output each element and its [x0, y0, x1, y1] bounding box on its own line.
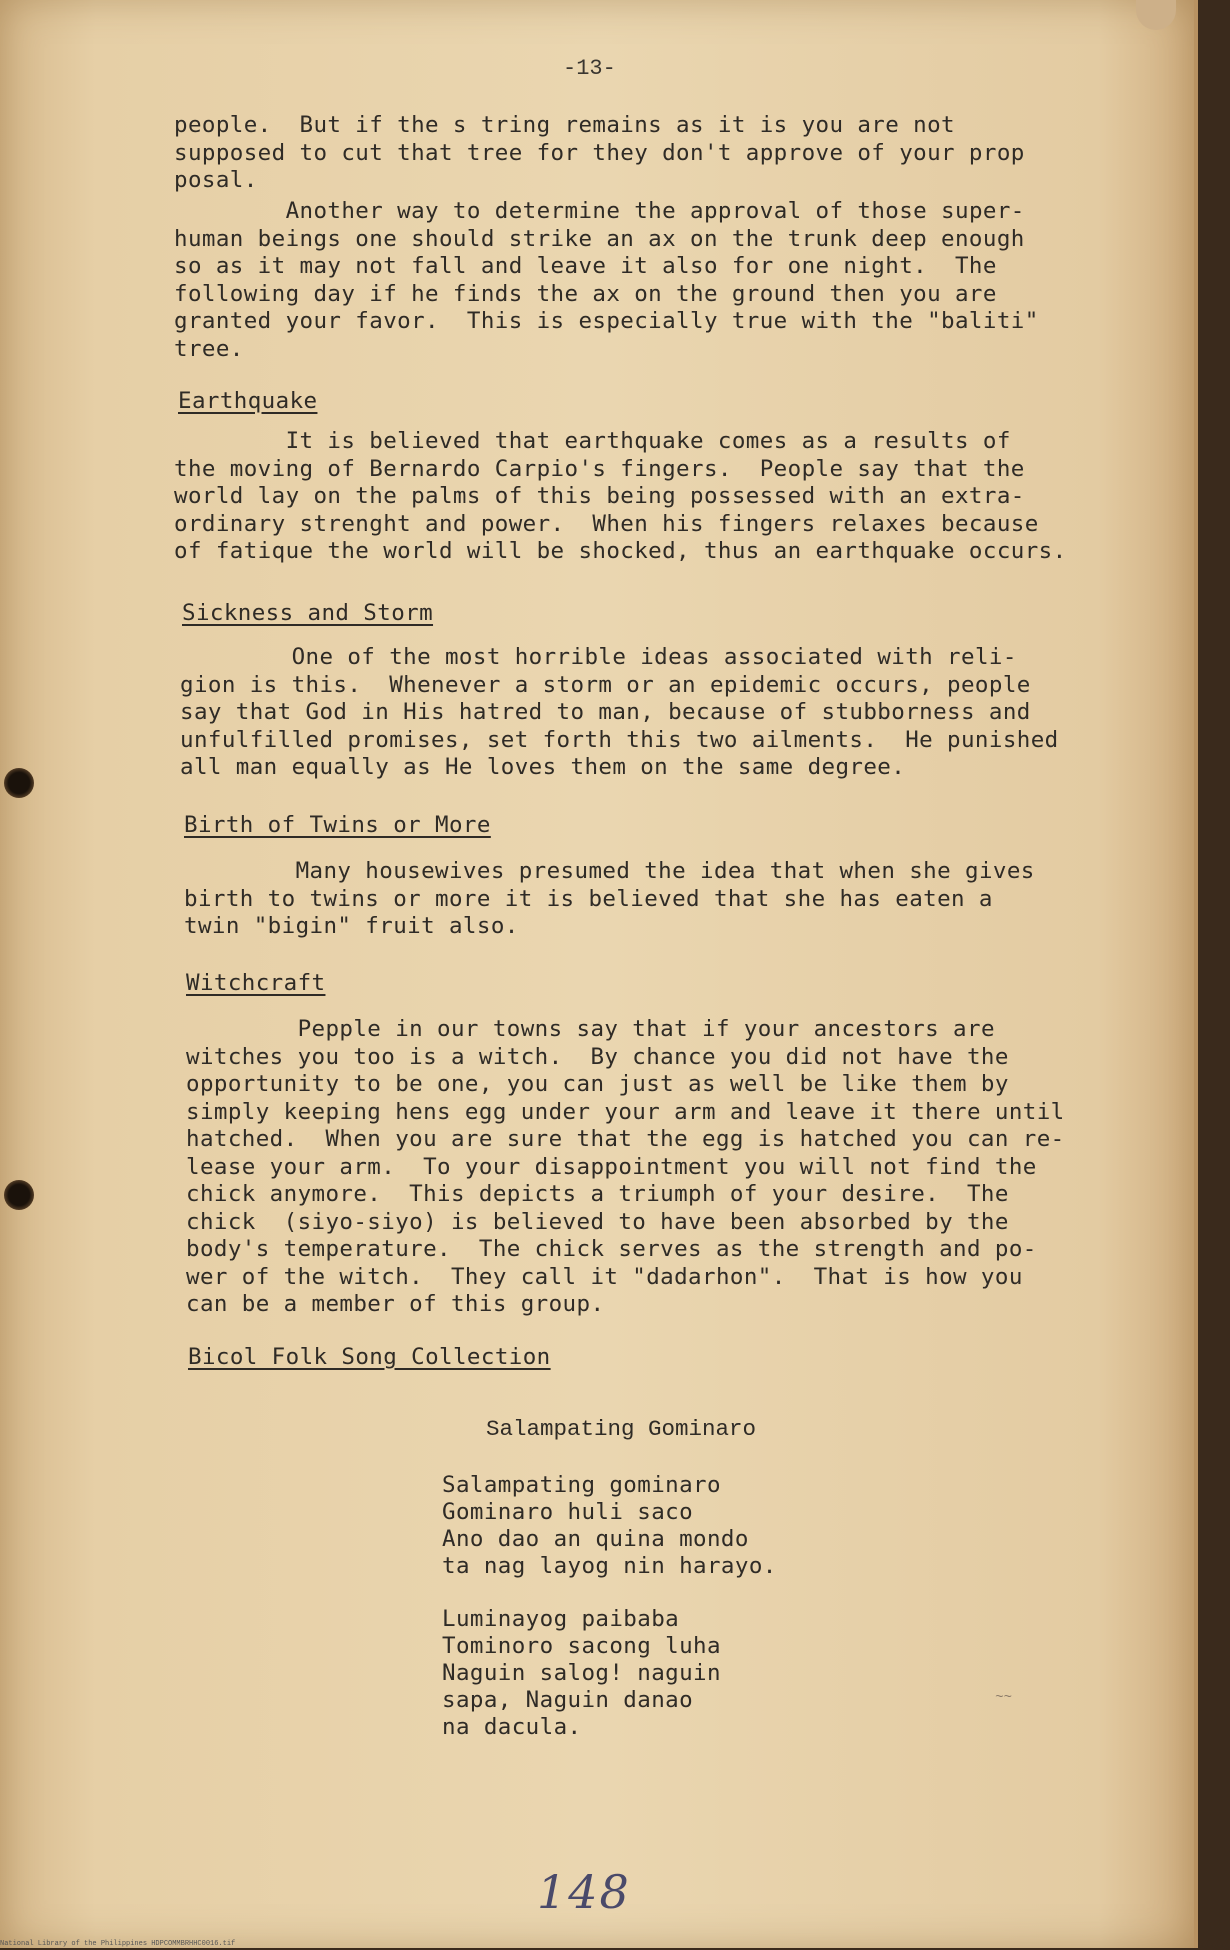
paragraph-sickness-storm: One of the most horrible ideas associated with reli- gion is this. Whenever a storm or an epidemic occurs, people say that God in His hatred to man, because of stubborness and unfulfilled promises, set forth this two ailments. He punished all man equally as He loves them on the same degree.	[180, 644, 1059, 780]
song-verse-1: Salampating gominaro Gominaro huli saco Ano dao an quina mondo ta nag layog nin harayo.	[442, 1472, 777, 1579]
paragraph-ax-test: Another way to determine the approval of those super- human beings one should strike an ax on the trunk deep enough so as it may not fall and leave it also for one night. The following day if he finds the ax on the ground then you are granted your favor. This is especially true with the "baliti" tree.	[174, 198, 1039, 362]
pencil-mark: ~~	[995, 1690, 1012, 1706]
heading-twins: Birth of Twins or More	[184, 812, 491, 838]
punch-hole	[4, 1180, 34, 1210]
heading-witchcraft: Witchcraft	[186, 970, 326, 996]
paragraph-earthquake: It is believed that earthquake comes as a results of the moving of Bernardo Carpio's fingers. People say that the world lay on the palms of this being possessed with an extra- ordinary strenght and power. When his fingers relaxes because of fatique the world will be shocked, thus an earthquake occurs.	[174, 428, 1067, 564]
scan-footer: National Library of the Philippines HDPCOMMBRHHC0016.tif	[0, 1940, 236, 1948]
heading-folk-song-collection: Bicol Folk Song Collection	[188, 1344, 551, 1370]
song-verse-2: Luminayog paibaba Tominoro sacong luha Naguin salog! naguin sapa, Naguin danao na dacula.	[442, 1606, 721, 1740]
song-title: Salampating Gominaro	[486, 1416, 757, 1442]
handwritten-page-number: 148	[537, 1865, 631, 1919]
paragraph-twins: Many housewives presumed the idea that when she gives birth to twins or more it is believed that she has eaten a twin "bigin" fruit also.	[184, 858, 1035, 939]
heading-sickness-storm: Sickness and Storm	[182, 600, 434, 626]
paragraph-tree-approval: people. But if the s tring remains as it is you are not supposed to cut that tree for they don't approve of your prop posal.	[174, 112, 1025, 193]
paragraph-witchcraft: Pepple in our towns say that if your ancestors are witches you too is a witch. By chance you did not have the opportunity to be one, you can just as well be like them by simply keeping hens egg under your arm and leave it there until hatched. When you are sure that the egg is hatched you can re- lease your arm. To your disappointment you will not find the chick anymore. This depicts a triumph of your desire. The chick (siyo-siyo) is believed to have been absorbed by the body's temperature. The chick serves as the strength and po- wer of the witch. They call it "dadarhon". That is how you can be a member of this group.	[186, 1016, 1065, 1317]
page-number: -13-	[563, 56, 616, 81]
punch-hole	[4, 768, 34, 798]
page-corner	[1136, 0, 1176, 30]
heading-earthquake: Earthquake	[178, 388, 318, 414]
